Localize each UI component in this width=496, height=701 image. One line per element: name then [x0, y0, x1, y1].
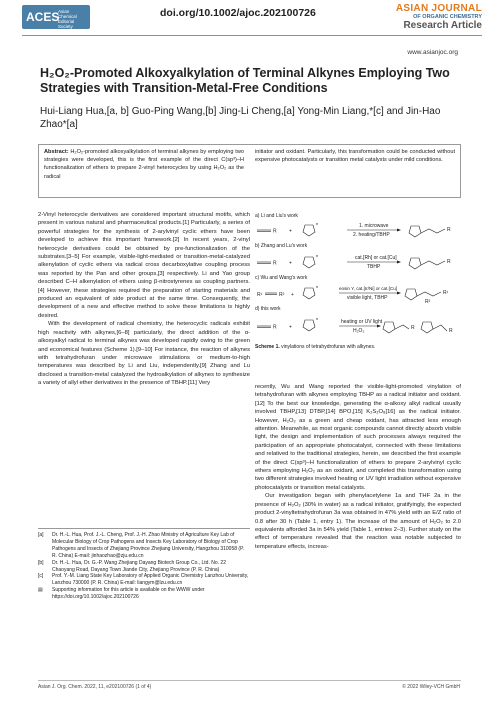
scheme-a-cond-bottom: 2. heating/TBHP: [353, 232, 390, 238]
scheme-c-cond-top: eosin Y, cat.[Ir/Ni] or cat.[Cu]: [339, 286, 398, 291]
footnote-divider: [38, 528, 250, 529]
publisher-logo: [22, 5, 90, 29]
scheme-caption-label: Scheme 1.: [255, 344, 280, 350]
body-left-column: [38, 211, 250, 388]
thf-ring-icon: [303, 320, 315, 331]
journal-logo: [396, 4, 482, 31]
scheme-r1: R¹: [443, 290, 449, 296]
scheme-plus: +: [289, 228, 292, 235]
doi-link[interactable]: doi.org/10.1002/ajoc.202100726: [160, 7, 316, 19]
scheme-b-cond-bottom: TBHP: [367, 264, 381, 270]
header-divider: [22, 35, 482, 36]
footnote-tag: [b]: [38, 559, 44, 566]
scheme-a-cond-top: 1. microwave: [359, 223, 389, 229]
article-type: Research Article: [403, 20, 482, 31]
scheme-n: n: [316, 221, 319, 226]
footnote-text: Prof. Y.-M. Liang State Key Laboratory of Applied Organic Chemistry Lanzhou University, Lanzhou 730000 (P. R. China) E-mail: liangym@lzu.edu.cn: [52, 573, 249, 587]
citation-footer: Asian J. Org. Chem. 2022, 11, e202100726 (1 of 4): [38, 684, 152, 690]
scheme-caption-text: vinylations of tetrahydrofuran with alkynes.: [279, 344, 376, 350]
document-icon: ▤: [38, 587, 43, 594]
product-ring-icon: [409, 226, 421, 237]
footnote-text: Dr. H.-L. Hua, Prof. J.-L. Cheng, Prof. J.-H. Zhao Ministry of Agriculture Key Lab of Molecular Biology of Crop Pathogens and Insects Key Laboratory of Biology of Crop Pathogens and Insects of Zhejiang Province Zhejiang University, Hangzhou 310058 (P. R. China) E-mail: jinhaozhao@zju.edu.cn: [52, 532, 245, 559]
affiliation-footnotes: [38, 532, 250, 601]
scheme-caption: [255, 344, 461, 350]
scheme-n: n: [316, 284, 319, 289]
footnote-tag: [a]: [38, 532, 44, 538]
abstract-left-column: [44, 148, 244, 181]
journal-subname: OF ORGANIC CHEMISTRY: [413, 14, 482, 20]
body-paragraph: 2-Vinyl heterocycle derivatives are considered important structural motifs, which present in various natural and pharmaceutical products.[1] Particularly, a series of powerful strategies for the synthesis of 2-arylvinyl cyclic ethers have been developed to achieve this important framework.[2] In recent years, 2-vinyl heterocycle derivatives could be obtained by pre-functionalization of the substrates.[3–5] For example, visible-light-mediated or transition-metal-catalyzed alkenylation of cyclic ethers via radical cross decarboxylative coupling process was reported by the Pan and other groups,[3] respectively. Li and Yao group described C–H alkenylation of ethers using β-nitrostyrenes as coupling partners.[4] However, these strategies required the preparation of starting materials and produced an equivalent of side product at the same time. Consequently, the development of a new and effective method to solve these limitations is highly desired.: [38, 212, 250, 319]
publisher-logo-text: ACES: [26, 10, 60, 24]
scheme-a-label: a) Li and Liu's work: [255, 213, 298, 219]
publisher-logo-sub: Asian Chemical Editorial Society: [58, 9, 77, 29]
footnote-text: Dr. H.-L. Hua, Dr. G.-P. Wang Zhejiang Dayang Biotech Group Co., Ltd. No. 22 Chaoyang Road, Dayang Town Jiande City, Zhejiang Province (P. R. China): [52, 559, 226, 573]
scheme-r: R: [449, 328, 453, 334]
product-ring-icon: [383, 322, 395, 333]
scheme-r: R: [447, 227, 451, 233]
author-list: Hui-Liang Hua,[a, b] Guo-Ping Wang,[b] Jing-Li Cheng,[a] Yong-Min Liang,*[c] and Jin-Hao Zhao*[a]: [40, 106, 441, 130]
thf-ring-icon: [303, 288, 315, 299]
scheme-plus: +: [289, 324, 292, 331]
scheme-b-cond-top: cat.[Rh] or cat.[Cu]: [355, 255, 397, 261]
supporting-info-note[interactable]: [38, 587, 250, 601]
scheme-r: R: [273, 260, 277, 267]
scheme-d-cond-top: heating or UV light: [341, 319, 383, 325]
scheme-r: R: [273, 228, 277, 235]
thf-ring-icon: [303, 225, 315, 236]
body-right-column: [255, 383, 461, 551]
scheme-c-cond-bottom: visible light, TBHP: [347, 295, 388, 301]
scheme-plus: +: [291, 292, 294, 298]
scheme-c-label: c) Wu and Wang's work: [255, 275, 308, 281]
journal-website[interactable]: www.asianjoc.org: [407, 49, 458, 56]
product-ring-icon: [405, 289, 417, 300]
supporting-info-text[interactable]: Supporting information for this article is available on the WWW under https://doi.org/10.1002/ajoc.202100726: [52, 587, 205, 601]
scheme-r: R: [273, 324, 277, 331]
scheme-r1: R¹: [257, 292, 263, 298]
scheme-n: n: [316, 253, 319, 258]
footnote-item: [38, 573, 250, 587]
scheme-r: R: [411, 325, 415, 331]
abstract-label: Abstract:: [44, 149, 69, 155]
copyright-footer: © 2022 Wiley-VCH GmbH: [402, 684, 460, 690]
scheme-r2: R²: [279, 292, 285, 298]
footnote-item: [38, 532, 250, 560]
scheme-n: n: [316, 316, 319, 321]
footnote-tag: [c]: [38, 573, 44, 580]
thf-ring-icon: [303, 257, 315, 268]
footnote-item: [38, 560, 250, 574]
scheme-plus: +: [289, 260, 292, 267]
abstract-text-left: H₂O₂-promoted alkoxyalkylation of terminal alkynes by employing two strategies were developed, this is the first example of the direct C(sp³)–H functionalization of ethers to prepare 2-vinyl heterocycles by using H₂O₂ as the radical: [44, 149, 245, 180]
product-ring-icon: [421, 322, 433, 333]
scheme-d-cond-bottom: H₂O₂: [353, 328, 365, 334]
body-paragraph: Our investigation began with phenylacetylene 1a and THF 2a in the presence of H₂O₂ (30% in water) as a radical initiator, gratifyingly, the expected product 2-vinyltetrahydrofuran 3a was obtained in 47% yield with an E/Z ratio of 0.8 after 30 h (Table 1, entry 1). The increase of the amount of H₂O₂ to 2.0 equivalents afforded 3a in 54% yield (Table 1, entries 2–3). Further study on the effect of temperature revealed that the reaction was notable subjected to temperature effects, increas-: [255, 493, 461, 550]
article-title: H₂O₂-Promoted Alkoxyalkylation of Terminal Alkynes Employing Two Strategies with Transition-Metal-Free Conditions: [40, 66, 450, 95]
body-paragraph: recently, Wu and Wang reported the visible-light-promoted vinylation of tetrahydrofuran with alkynes employing TBHP as a radical initiator and oxidant.[12] To the best our knowledge, generating the α-alkoxy alkyl radical usually involved TBHP,[13] DTBP,[14] BPO,[15] K₂S₂O₈[16] as the radical initiator. However, H₂O₂ as a green and cheap oxidant, has attracted less enough attention. Meanwhile, as most organic compounds cannot directly absorb visible light, the design and implementation of such processes always required the participation of an appropriate photocatalyst, connected with these limitations and relatived to the traditional strategies, herein, we described the first example of the direct C(sp³)–H functionalization of ethers to prepare 2-arylvinyl cyclic ethers employing H₂O₂ as an oxidant, and completed this transformation using two different strategies involved heating or UV light irradiation without expensive photocatalysts or transition metal catalysts.: [255, 384, 461, 491]
abstract-right-column: initiator and oxidant. Particularly, this transformation could be conducted without expensive photocatalysts or transition metal catalysts under mild conditions.: [255, 149, 455, 164]
product-ring-icon: [409, 258, 421, 269]
scheme-r: R: [447, 259, 451, 265]
scheme-1-figure: [255, 205, 461, 357]
scheme-b-label: b) Zhang and Lu's work: [255, 243, 308, 249]
scheme-d-label: d) this work: [255, 306, 281, 312]
journal-name: ASIAN JOURNAL: [395, 3, 482, 14]
scheme-r2: R²: [425, 299, 431, 305]
footer-divider: [38, 680, 461, 681]
body-paragraph: With the development of radical chemistry, the heterocyclic radicals exhibit high reactivity with alkynes,[6–8] particularly, the direct addition of the α-alkoxyalkyl radical to terminal alkynes was developed rapidly owing to the green and economical features (Scheme 1).[9–10] For instance, the reaction of alkynes with tetrahydrofuran under microwave stimulations or medium-to-high temperatures was described by Li and Liu, independently.[9] Zhang and Lu disclosed a transition-metal catalyzed the hydroalkylation of alkynes to synthesize a variety of allyl ether derivatives in the presence of TBHP.[11] Very: [38, 321, 250, 387]
